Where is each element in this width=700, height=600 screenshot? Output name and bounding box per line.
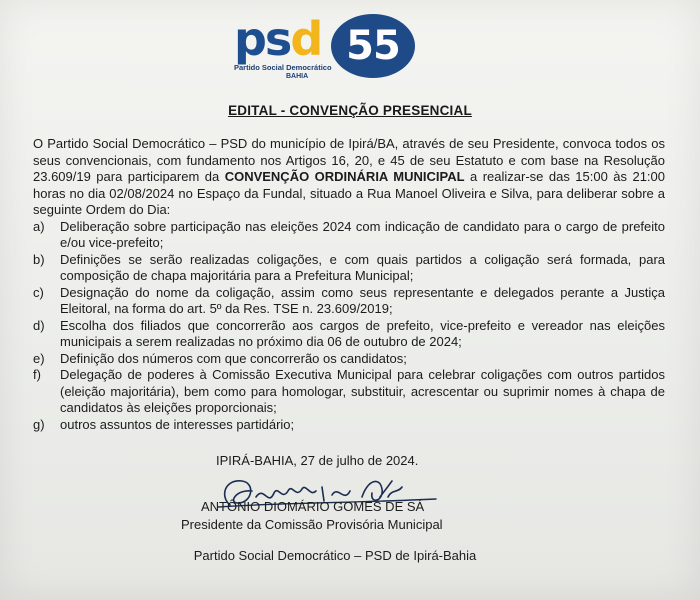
agenda-item-text: Definições se serão realizadas coligações, e com quais partidos a coligação será formada, para composição de chapa majoritária para a Prefeitura Municipal; xyxy=(60,251,665,283)
agenda-item-text: Delegação de poderes à Comissão Executiva Municipal para celebrar coligações com outros partidos (eleição majoritária), bem como para homologar, substituir, acrescentar ou suprimir nomes à chapa de candidatos às eleições proporcionais; xyxy=(60,367,665,415)
signatory-name: ANTÔNIO DIOMÁRIO GOMES DE SÁ xyxy=(201,499,425,514)
logo-letters-ps: ps xyxy=(234,12,291,66)
intro-text-2: a realizar-se das 15:00 às 21:00 horas no dia 02/08/2024 no Espaço da Fundal, situado a Rua Manoel Oliveira e Silva, para deliberar sobre a seguinte Ordem do Dia: xyxy=(33,169,665,217)
agenda-item-text: Deliberação sobre participação nas eleições 2024 com indicação de candidato para o cargo de prefeito e/ou vice-prefeito; xyxy=(60,218,665,250)
logo-letter-d: d xyxy=(290,12,322,66)
agenda-item-label: a) xyxy=(33,218,45,234)
agenda-item xyxy=(33,252,665,285)
signatory-role: Presidente da Comissão Provisória Municipal xyxy=(181,517,443,532)
psd-logo xyxy=(230,12,420,84)
agenda-item-label: c) xyxy=(33,284,44,300)
agenda-item-label: d) xyxy=(33,317,45,333)
agenda-item-text: Escolha dos filiados que concorrerão aos cargos de prefeito, vice-prefeito e vereador nas eleições municipais a serem realizadas no próximo dia 06 de outubro de 2024; xyxy=(60,317,665,349)
agenda-item xyxy=(33,219,665,252)
document-footer xyxy=(0,548,700,563)
document-body xyxy=(33,136,665,433)
agenda-item xyxy=(33,351,665,368)
logo-subtitle: Partido Social Democrático xyxy=(234,63,332,72)
agenda-item xyxy=(33,367,665,417)
document-title: EDITAL - CONVENÇÃO PRESENCIAL xyxy=(228,103,472,118)
agenda-item-label: f) xyxy=(33,367,41,382)
agenda-item xyxy=(33,417,665,434)
place-date: IPIRÁ-BAHIA, 27 de julho de 2024. xyxy=(216,453,419,468)
logo-wordmark xyxy=(234,14,321,64)
agenda-item xyxy=(33,285,665,318)
logo-state: BAHIA xyxy=(286,73,309,80)
footer-text: Partido Social Democrático – PSD de Ipirá-Bahia xyxy=(193,548,477,563)
agenda-item-text: Designação do nome da coligação, assim como seus representante e delegados perante a Justiça Eleitoral, na forma do art. 5º da Res. TSE n. 23.609/2019; xyxy=(60,284,665,316)
agenda-item-text: outros assuntos de interesses partidário; xyxy=(60,416,295,432)
agenda-item-label: g) xyxy=(33,416,45,432)
agenda-item-label: b) xyxy=(33,251,45,267)
logo-number-circle: 55 xyxy=(331,14,415,78)
intro-bold-text: CONVENÇÃO ORDINÁRIA MUNICIPAL xyxy=(224,169,465,184)
intro-paragraph xyxy=(33,136,665,219)
agenda-item-label: e) xyxy=(33,350,45,366)
agenda-item xyxy=(33,318,665,351)
agenda-item-text: Definição dos números com que concorrerão os candidatos; xyxy=(60,350,407,366)
intro-text-1: O Partido Social Democrático – PSD do município de Ipirá/BA, através de seu Presidente, convoca todos os seus convencionais, com fundamento nos Artigos 16, 20, e 45 de seu Estatuto e com base na Resolução 23.609/19 para participarem da xyxy=(33,136,665,184)
